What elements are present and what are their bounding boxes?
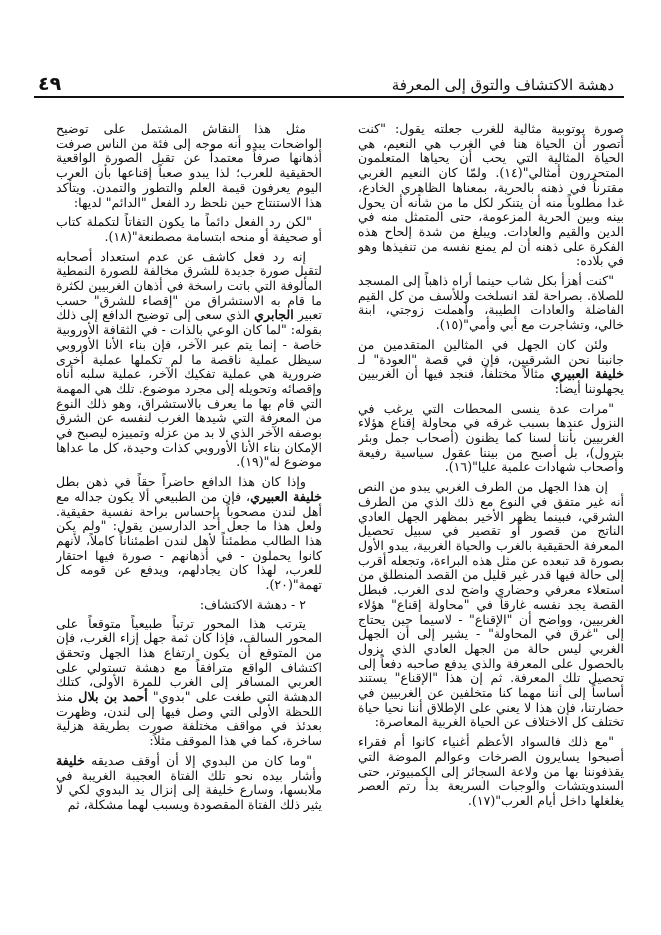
paragraph [56,475,322,593]
quotation: "مرات عدة ينسى المحطات التي يرغب في النزول عندها بسبب غرقه في محاولة إقناع هؤلاء الغربيين بأننا لسنا كما يظنون (أصحاب جمل وبئر بترول)، بل أصبح من بيننا عقول سياسية رفيعة وأصحاب شهادات علمية عليا"(١٦). [358,400,624,475]
character-name: خليفة [56,752,85,768]
header-rule [34,96,624,98]
text-span: مثالاً مختلفاً، فنجد فيها أن الغربيين يجهلوننا أيضاً: [358,366,624,396]
author-name: أحمد بن بلال [78,689,148,705]
paragraph [56,250,322,471]
quotation: "لكن رد الفعل دائماً ما يكون التفاتاً لتكملة كتاب أو صحيفة أو منحه ابتسامة مصطنعة"(١٨). [56,214,322,244]
section-title: ٢ - دهشة الاكتشاف: [199,596,306,612]
quotation: "مع ذلك فالسواد الأعظم أغنياء كانوا أم فقراء أصبحوا يسايرون الصرخات وعوالم الموضة التي يقذفوننا بها من ولاعة السجائر إلى الكمبيوتر، حتى السندويتشات والوجبات السريعة بدأ رتم العصر يغلغلها داخل أيام العرب"(١٧). [358,734,624,808]
text-span: ولئن كان الجهل في المثالين المتقدمين من جانبنا نحن الشرقيين، فإن في قصة "العودة" لـ [358,336,624,367]
author-name: خليفة العبيري [250,488,322,504]
author-name: خليفة العبيري [550,366,624,382]
text-span: إنه رد فعل كاشف عن عدم استعداد أصحابه لتقبل صورة جديدة للشرق مخالفة للصورة النمطية المألوفة التي باتت راسخة في أذهان الغربيين لكثرة ما قام به الاستشراق من "إقصاء للشرق" حسب تعبير [56,248,322,323]
quotation: "كنت أهزأ بكل شاب حينما أراه ذاهباً إلى المسجد للصلاة. بصراحة لقد انسلخت وللأسف من كل القيم الفاضلة والعادات الطيبة، وأهملت زوجتي، ابنة خالي، وتشاجرت مع أبي وأمي"(١٥). [358,273,624,333]
text-span: "وما كان من البدوي إلا أن أوقف صديقه [84,752,312,768]
page-header [34,66,622,94]
running-title: دهشة الاكتشاف والتوق إلى المعرفة [391,76,614,94]
text-span: الذي سعى إلى توضيح الدافع إلى ذلك بقوله: "لما كان الوعي بالذات - في الثقافة الأوروبية خاصة - إنما يتم عبر الآخر، فإن بناء الأنا الأوروبي سيظل عملية ناقصة ما لم تكملها عملية أخرى ضرورية هي عملية تفكيك الآخر، عملية سلبه أناه وإقصائه وتحويله إلى مجرد موضوع. تلك هي المهمة التي قام بها ما يعرف بالاستشراق، وهو ذلك النوع من المعرفة التي شيدها الغرب لنفسه عن الشرق بوصفه الآخر الذي لا بد من عزله وتمييزه ليصبح في الإمكان بناء الأنا الأوروبي كذات وحيدة، كل ما عداها موضوع له"(١٩). [56,307,322,470]
paragraph: إن هذا الجهل من الطرف الغربي يبدو من النص أنه غير متفق في النوع مع ذلك الذي من الطرف الشرقي، فبينما يظهر الأخير بمظهر الجهل العادي الناتج من قصور أو تقصير في سبيل تحصيل المعرفة الحقيقية بالغرب والحياة الغربية، يبدو الأول بصورة قد تبعده عن مثل هذه البراءة، وتجعله أقرب إلى حالة فيها قدر غير قليل من القصد المنطلق من استعلاء معرفي وحضاري واضح لدى الغرب. فبطل القصة يجد نفسه غارقاً في "محاولة إقناع" هؤلاء الغربيين، وواضح أن "الإقناع" - لاسيما حين يحتاج إلى "غرق في المحاولة" - يشير إلى أن الجهل الغربي ليس حالة من الجهل العادي الذي يزول بالحصول على المعرفة والذي يدفع صاحبه دفعاً إلى تحصيل تلك المعرفة. ثم إن هذا "الإقناع" يستند أساساً إلى أننا مهما كنا متخلفين عن الغربيين في حضارتنا، فإن هذا لا يعني على الإطلاق أننا نحيا حياة تختلف كل الاختلاف عن الحياة الغربية المعاصرة: [358,479,624,730]
right-column [358,122,624,907]
text-span: وإذا كان هذا الدافع حاضراً حقاً في ذهن بطل [56,474,306,490]
paragraph: مثل هذا النقاش المشتمل على توضيح الواضحات يبدو أنه موجه إلى فئة من الناس صرفت أذهانها صرفاً معتمداً عن تقبل الصورة الواقعية الحقيقية للعرب؛ لذا يبدو صعباً إقناعها بأن العرب اليوم يعرفون قيمة العلم والتطور والتمدن. ويتأكد هذا الاستنتاج حين نلحظ رد الفعل "الدائم" لديها: [56,122,322,210]
text-span: منذ اللحظة الأولى التي وصل فيها إلى لندن، وظهرت بعدئذ في مواقف مختلفة صورت بطريقة هزلية ساخرة، كما في هذا الموقف مثلاً: [56,689,322,749]
paragraph [358,338,624,397]
left-column [56,122,322,907]
text-span: ، فإن من الطبيعي ألا يكون جداله مع أهل لندن مصحوباً بإحساس براحة نفسية حقيقية. ولعل هذا ما جعل أحد الدارسين يقول: "ولم يكن هذا الطالب مطمئناً لأهل لندن اطمئناناً كاملاً، لأنهم كانوا يحملون - في أذهانهم - صورة فيها احتقار للعرب، لهذا كان يجادلهم، ويدفع عن قومه كل تهمة"(٢٠). [56,488,322,593]
text-span: يترتب هذا المحور ترتباً طبيعياً متوقعاً على المحور السالف، فإذا كان ثمة جهل إزاء الغرب، فإن من المتوقع أن يكون ارتفاع هذا الجهل وتحقق اكتشاف الواقع مترافقاً مع دهشة تستولي على العربي المسافر إلى الغرب للمرة الأولى، كتلك الدهشة التي طغت على "بدوي" [56,615,322,705]
page-number: ٤٩ [38,73,62,95]
text-span: وأشار بيده نحو تلك الفتاة العجيبة الغريبة في ملابسها، وسارع خليفة إلى إنزال يد البدوي لكي لا يثير ذلك الفتاة المقصودة ويسبب لهما مشكلة، ثم [56,767,322,812]
paragraph: صورة يوتوبية مثالية للغرب جعلته يقول: "كنت أتصور أن الحياة هنا في الغرب هي النعيم، هي الحياة المثالية التي يحب أن يحياها المتعلمون المتحررون أمثالي"(١٤). ولمّا كان النعيم الغربي مقترناً في ذهنه بالحرية، بمعناها الظاهري الخادع، غدا مطلوباً منه أن يتنكر لكل ما من شأنه أن يحول بينه وبين الحرية المزعومة، حتى المتمثل منه في الدين والقيم والعادات. ويبلغ من شدة إلحاح هذه الفكرة على ذهنه أن لم يمنع نفسه من تنفيذها وهو في بلاده: [358,122,624,269]
paragraph [56,617,322,749]
quotation [56,754,322,813]
author-name: الجابري [254,307,294,323]
